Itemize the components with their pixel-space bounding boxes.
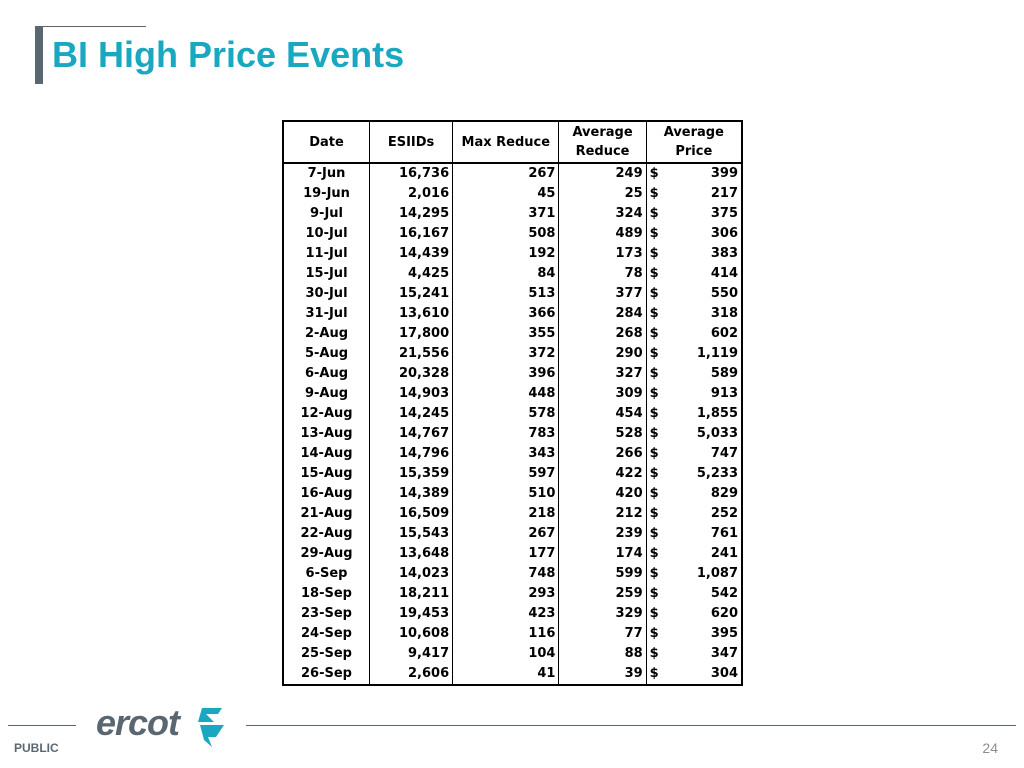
cell-currency-symbol: $: [649, 366, 659, 381]
cell-esiids: 14,389: [370, 484, 453, 504]
table-row: [283, 564, 742, 584]
table-row: [283, 604, 742, 624]
cell-max-reduce: 192: [453, 244, 559, 264]
cell-average-price: 304: [710, 666, 738, 681]
cell-date: 11-Jul: [283, 244, 370, 264]
cell-currency-symbol: $: [649, 486, 659, 501]
cell-max-reduce: 508: [453, 224, 559, 244]
cell-esiids: 18,211: [370, 584, 453, 604]
cell-average-price: 589: [710, 366, 738, 381]
cell-average-reduce: 422: [559, 464, 646, 484]
cell-average-reduce: 173: [559, 244, 646, 264]
cell-esiids: 21,556: [370, 344, 453, 364]
cell-average-price: 306: [710, 226, 738, 241]
table-row: [283, 584, 742, 604]
cell-average-reduce: 259: [559, 584, 646, 604]
cell-esiids: 20,328: [370, 364, 453, 384]
cell-average-reduce: 39: [559, 664, 646, 685]
cell-average-price: 761: [710, 526, 738, 541]
page-number: 24: [982, 740, 998, 756]
table-row: [283, 244, 742, 264]
table-row: [283, 204, 742, 224]
cell-average-price: 414: [710, 266, 738, 281]
table-row: [283, 184, 742, 204]
cell-currency-symbol: $: [649, 206, 659, 221]
cell-average-price: 399: [710, 166, 738, 181]
header-average-price: [646, 121, 742, 163]
table-row: [283, 544, 742, 564]
cell-esiids: 2,016: [370, 184, 453, 204]
ercot-logo: [94, 700, 229, 750]
cell-average-reduce: 599: [559, 564, 646, 584]
cell-date: 6-Aug: [283, 364, 370, 384]
cell-max-reduce: 597: [453, 464, 559, 484]
cell-max-reduce: 423: [453, 604, 559, 624]
cell-currency-symbol: $: [649, 346, 659, 361]
table-row: [283, 224, 742, 244]
cell-date: 15-Aug: [283, 464, 370, 484]
cell-date: 24-Sep: [283, 624, 370, 644]
table-row: [283, 384, 742, 404]
cell-average-price: 1,119: [696, 346, 738, 361]
cell-date: 23-Sep: [283, 604, 370, 624]
cell-max-reduce: 510: [453, 484, 559, 504]
cell-date: 29-Aug: [283, 544, 370, 564]
header-date: Date: [283, 121, 370, 163]
table-row: [283, 324, 742, 344]
cell-date: 18-Sep: [283, 584, 370, 604]
cell-date: 10-Jul: [283, 224, 370, 244]
table-row: [283, 163, 742, 184]
header-max-reduce: Max Reduce: [453, 121, 559, 163]
cell-esiids: 14,439: [370, 244, 453, 264]
cell-date: 13-Aug: [283, 424, 370, 444]
cell-date: 25-Sep: [283, 644, 370, 664]
table-row: [283, 484, 742, 504]
cell-average-reduce: 239: [559, 524, 646, 544]
cell-currency-symbol: $: [649, 186, 659, 201]
cell-average-reduce: 454: [559, 404, 646, 424]
cell-esiids: 16,736: [370, 163, 453, 184]
header-average-reduce: [559, 121, 646, 163]
cell-currency-symbol: $: [649, 666, 659, 681]
title-accent-bar: [35, 26, 43, 84]
cell-esiids: 13,610: [370, 304, 453, 324]
cell-currency-symbol: $: [649, 266, 659, 281]
cell-esiids: 15,241: [370, 284, 453, 304]
cell-average-price: 252: [710, 506, 738, 521]
table-row: [283, 444, 742, 464]
table-row: [283, 424, 742, 444]
cell-average-price: 913: [710, 386, 738, 401]
cell-date: 22-Aug: [283, 524, 370, 544]
header-average-reduce-label: Average Reduce: [572, 125, 633, 159]
cell-date: 31-Jul: [283, 304, 370, 324]
cell-max-reduce: 748: [453, 564, 559, 584]
page-title: BI High Price Events: [52, 34, 405, 75]
cell-average-reduce: 174: [559, 544, 646, 564]
cell-currency-symbol: $: [649, 646, 659, 661]
cell-currency-symbol: $: [649, 326, 659, 341]
cell-average-reduce: 327: [559, 364, 646, 384]
cell-currency-symbol: $: [649, 566, 659, 581]
table-row: [283, 344, 742, 364]
cell-average-reduce: 489: [559, 224, 646, 244]
cell-currency-symbol: $: [649, 466, 659, 481]
cell-date: 9-Jul: [283, 204, 370, 224]
price-events-table: [282, 120, 743, 686]
table-row: [283, 524, 742, 544]
cell-esiids: 14,796: [370, 444, 453, 464]
table-row: [283, 284, 742, 304]
classification-label: PUBLIC: [14, 741, 59, 755]
cell-max-reduce: 355: [453, 324, 559, 344]
footer-divider-left: [8, 725, 76, 726]
cell-average-reduce: 528: [559, 424, 646, 444]
table-row: [283, 404, 742, 424]
cell-max-reduce: 84: [453, 264, 559, 284]
cell-date: 21-Aug: [283, 504, 370, 524]
cell-currency-symbol: $: [649, 606, 659, 621]
cell-currency-symbol: $: [649, 406, 659, 421]
table-container: [282, 120, 743, 686]
cell-esiids: 14,903: [370, 384, 453, 404]
cell-max-reduce: 293: [453, 584, 559, 604]
cell-date: 5-Aug: [283, 344, 370, 364]
cell-max-reduce: 177: [453, 544, 559, 564]
cell-currency-symbol: $: [649, 626, 659, 641]
cell-date: 16-Aug: [283, 484, 370, 504]
cell-max-reduce: 396: [453, 364, 559, 384]
table-row: [283, 304, 742, 324]
table-header-row: [283, 121, 742, 163]
cell-date: 9-Aug: [283, 384, 370, 404]
cell-average-price: 602: [710, 326, 738, 341]
cell-max-reduce: 267: [453, 163, 559, 184]
cell-esiids: 15,359: [370, 464, 453, 484]
cell-average-reduce: 266: [559, 444, 646, 464]
cell-date: 7-Jun: [283, 163, 370, 184]
cell-esiids: 16,167: [370, 224, 453, 244]
cell-esiids: 14,295: [370, 204, 453, 224]
title-accent-line: [35, 26, 146, 27]
cell-max-reduce: 267: [453, 524, 559, 544]
cell-average-price: 395: [710, 626, 738, 641]
cell-esiids: 16,509: [370, 504, 453, 524]
cell-average-price: 620: [710, 606, 738, 621]
svg-text:ercot: ercot: [96, 702, 180, 743]
cell-average-reduce: 284: [559, 304, 646, 324]
cell-max-reduce: 343: [453, 444, 559, 464]
table-row: [283, 464, 742, 484]
cell-average-price: 375: [710, 206, 738, 221]
cell-max-reduce: 116: [453, 624, 559, 644]
table-row: [283, 644, 742, 664]
cell-currency-symbol: $: [649, 546, 659, 561]
table-row: [283, 504, 742, 524]
cell-average-reduce: 88: [559, 644, 646, 664]
cell-currency-symbol: $: [649, 426, 659, 441]
cell-currency-symbol: $: [649, 226, 659, 241]
cell-esiids: 19,453: [370, 604, 453, 624]
footer-divider-right: [246, 725, 1016, 726]
cell-date: 30-Jul: [283, 284, 370, 304]
cell-max-reduce: 578: [453, 404, 559, 424]
cell-esiids: 2,606: [370, 664, 453, 685]
header-average-price-label: Average Price: [663, 125, 724, 159]
table-row: [283, 624, 742, 644]
cell-average-reduce: 25: [559, 184, 646, 204]
cell-average-reduce: 290: [559, 344, 646, 364]
cell-max-reduce: 366: [453, 304, 559, 324]
cell-average-reduce: 268: [559, 324, 646, 344]
cell-average-price: 747: [710, 446, 738, 461]
cell-average-price: 1,087: [696, 566, 738, 581]
cell-max-reduce: 513: [453, 284, 559, 304]
cell-average-reduce: 324: [559, 204, 646, 224]
cell-esiids: 17,800: [370, 324, 453, 344]
table-row: [283, 664, 742, 685]
cell-currency-symbol: $: [649, 286, 659, 301]
cell-esiids: 15,543: [370, 524, 453, 544]
cell-date: 14-Aug: [283, 444, 370, 464]
cell-max-reduce: 371: [453, 204, 559, 224]
cell-max-reduce: 104: [453, 644, 559, 664]
cell-date: 6-Sep: [283, 564, 370, 584]
cell-date: 15-Jul: [283, 264, 370, 284]
cell-average-price: 1,855: [696, 406, 738, 421]
cell-esiids: 14,767: [370, 424, 453, 444]
cell-date: 19-Jun: [283, 184, 370, 204]
cell-average-reduce: 249: [559, 163, 646, 184]
cell-currency-symbol: $: [649, 386, 659, 401]
cell-max-reduce: 372: [453, 344, 559, 364]
cell-date: 2-Aug: [283, 324, 370, 344]
cell-currency-symbol: $: [649, 446, 659, 461]
cell-esiids: 10,608: [370, 624, 453, 644]
cell-average-price: 217: [710, 186, 738, 201]
cell-currency-symbol: $: [649, 166, 659, 181]
cell-esiids: 4,425: [370, 264, 453, 284]
cell-average-reduce: 78: [559, 264, 646, 284]
cell-esiids: 13,648: [370, 544, 453, 564]
cell-average-price: 829: [710, 486, 738, 501]
cell-date: 12-Aug: [283, 404, 370, 424]
cell-date: 26-Sep: [283, 664, 370, 685]
cell-average-price: 550: [710, 286, 738, 301]
cell-average-reduce: 377: [559, 284, 646, 304]
cell-average-price: 5,033: [696, 426, 738, 441]
cell-max-reduce: 41: [453, 664, 559, 685]
table-body: [283, 163, 742, 685]
cell-average-reduce: 329: [559, 604, 646, 624]
cell-average-reduce: 309: [559, 384, 646, 404]
cell-average-price: 241: [710, 546, 738, 561]
cell-max-reduce: 45: [453, 184, 559, 204]
cell-esiids: 14,023: [370, 564, 453, 584]
table-row: [283, 364, 742, 384]
cell-esiids: 9,417: [370, 644, 453, 664]
cell-average-price: 318: [710, 306, 738, 321]
table-row: [283, 264, 742, 284]
cell-average-price: 383: [710, 246, 738, 261]
cell-max-reduce: 448: [453, 384, 559, 404]
cell-average-price: 5,233: [696, 466, 738, 481]
cell-currency-symbol: $: [649, 246, 659, 261]
cell-average-price: 347: [710, 646, 738, 661]
cell-currency-symbol: $: [649, 586, 659, 601]
cell-currency-symbol: $: [649, 306, 659, 321]
cell-currency-symbol: $: [649, 526, 659, 541]
header-esiids: ESIIDs: [370, 121, 453, 163]
cell-max-reduce: 783: [453, 424, 559, 444]
ercot-logo-mark-icon: [198, 708, 224, 747]
cell-average-reduce: 77: [559, 624, 646, 644]
cell-average-reduce: 420: [559, 484, 646, 504]
cell-max-reduce: 218: [453, 504, 559, 524]
cell-currency-symbol: $: [649, 506, 659, 521]
cell-average-reduce: 212: [559, 504, 646, 524]
cell-average-price: 542: [710, 586, 738, 601]
cell-esiids: 14,245: [370, 404, 453, 424]
